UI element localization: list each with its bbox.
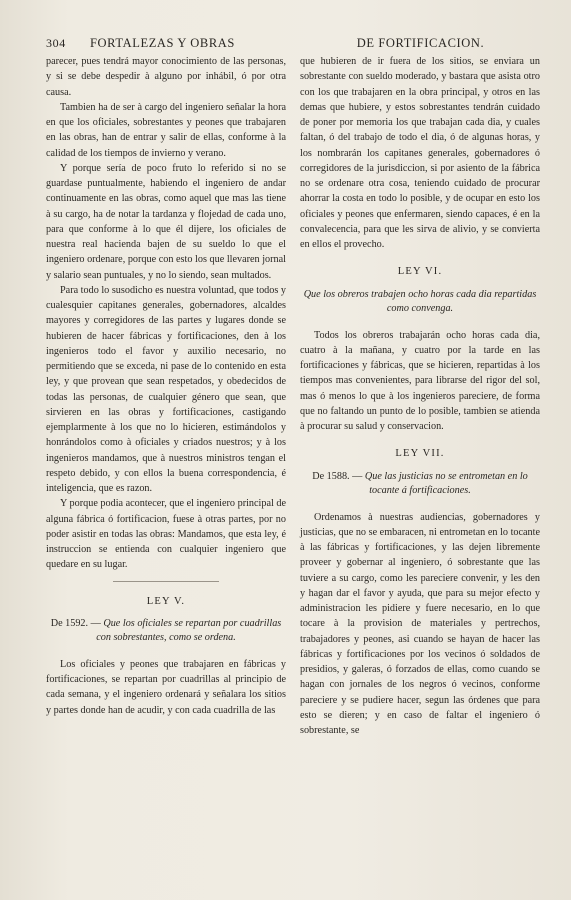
paragraph: parecer, pues tendrá mayor conocimiento de las personas, y si se debe despedir à alguno por inhábil, ó por otra causa.: [46, 56, 286, 98]
ley-summary-lead: De 1588. —: [312, 470, 363, 482]
page-number: 304: [46, 36, 66, 50]
ley-summary: [46, 617, 286, 645]
paragraph: Todos los obreros trabajarán ocho horas cada dia, cuatro à la mañana, y cuatro por la tarde en las fortificaciones y fábricas, que se hicieren, repartidas à los tiempos mas convenientes, para librarse del rigor del sol, mas ó menos lo que à los ingenieros pareciere, de forma que no faltando un punto de lo posible, tambien se atienda à procurar su salud y conservacion.: [300, 329, 540, 432]
running-header: [46, 36, 541, 54]
paragraph: Los oficiales y peones que trabajaren en fábricas y fortificaciones, se repartan por cuadrillas al principio de cada semana, y el ingeniero ordenará y señalara los sitios y partes donde han de acudir, y con cada cuadrilla de las: [46, 658, 286, 716]
text-columns: [46, 54, 541, 738]
ley-heading: LEY V.: [146, 595, 186, 607]
paragraph: Y porque sería de poco fruto lo referido si no se guardase puntualmente, habiendo el ingeniero de andar continuamente en las obras, como aquel que mas las tiene à su cargo, ha de notar la tardanza y flojedad de cada uno, para que conforme à lo que él dijere, los oficiales de nuestra real hacienda bajen de su sueldo lo que el ingeniero ordenare, porque con esto los que llevaren jornal y salario sean puntuales, y no lo siendo, sean multados.: [46, 162, 286, 281]
ley-heading: LEY VI.: [397, 266, 443, 278]
paragraph: Ordenamos à nuestras audiencias, gobernadores y justicias, que no se embaracen, ni entrometan en lo tocante à las fábricas y fortificaciones, y las dejen libremente proveer y gobernar al ingeniero, ó sobrestante que las tuviere a su cargo, como les pareciere convenir, y les den y hagan dar el favor y ayuda, que para su mejor efecto y administracion les pidiere y fuere necesario, en lo que tocare à la provision de materiales y pertrechos, trabajadores y peones, asi cuando se hayan de hacer las fábricas y fortificaciones por los vecinos ó soldados de presidios, y galeras, ó forzados de ellas, como cuando se hagan con jornales de los negros ó vecinos, conforme pareciere y se pudiere hacer, segun las órdenes que para esto se dieren; y en caso de faltar el ingeniero ó sobrestante, se: [300, 511, 540, 736]
ley-summary-text: Que las justicias no se entrometan en lo tocante á fortificaciones.: [364, 470, 528, 496]
ley-summary-lead: De 1592. —: [50, 617, 101, 629]
divider: [113, 581, 219, 582]
ley-heading: LEY VII.: [395, 448, 445, 460]
right-column: [300, 54, 540, 738]
header-left-title: FORTALEZAS Y OBRAS: [90, 36, 235, 50]
header-right-title: DE FORTIFICACION.: [356, 36, 485, 50]
paragraph: Y porque podia acontecer, que el ingeniero principal de alguna fábrica ó fortificacion, fuese à otras partes, por no poder asistir en todas las obras: Mandamos, que esta ley, é instruccion se entienda con cualquier ingeniero que quedare en su lugar.: [46, 498, 286, 571]
paragraph: Tambien ha de ser à cargo del ingeniero señalar la hora en que los oficiales, sobrestantes y peones que trabajaren en las obras, han de entrar y salir de ellas, conforme à la calidad de los tiempos de invierno y verano.: [46, 101, 286, 159]
left-column: [46, 54, 286, 738]
paragraph: Para todo lo susodicho es nuestra voluntad, que todos y cualesquier capitanes generales, gobernadores, alcaldes mayores y corregidores de las partes y lugares donde se hubieren de hacer fábricas y fortificaciones, den à los ingenieros todo el favor y auxilio necesario, no permitiendo que se exceda, ni pase de lo contenido en esta ley, y que provean que sean respetados, y obedecidos de todas las personas, de cualquier género que sean, que sirvieren en las obras y fortificaciones, castigando ejemplarmente à los que no lo hicieren, estimándolos y honrándolos como à oficiales y criados nuestros; y à los ingenieros mandamos, que à nuestros ministros tengan el respeto debido, y con ellos la buena correspondencia, é inteligencia, que es razon.: [46, 284, 286, 494]
ley-summary-text: Que los oficiales se repartan por cuadrillas con sobrestantes, como se ordena.: [96, 617, 282, 643]
ley-summary: [300, 470, 540, 498]
paragraph: que hubieren de ir fuera de los sitios, se enviara un sobrestante con sueldo moderado, y bastara que asista otro con los que trabajaren en la obra principal, y otros en las demas que hubiere, y estos sobrestantes tendrán cuidado de poner por memoria los que trabajan cada dia, y cuales faltan, ó del trabajo de todo el dia, ó de algunas horas, y los nombrarán los capitanes generales, gobernadores ó corregidores de la jurisdiccion, si por asiento de la fábrica no se ordenare otra cosa, teniendo cuidado de procurar ahorrar la costa en todo lo posible, y de ocupar en esto los oficiales y peones que enfermaren, siendo capaces, é en la convalecencia, para que les sirva de alivio, y se convierta en ellos el provecho.: [300, 56, 540, 250]
ley-summary: Que los obreros trabajen ocho horas cada dia repartidas como convenga.: [303, 288, 537, 314]
